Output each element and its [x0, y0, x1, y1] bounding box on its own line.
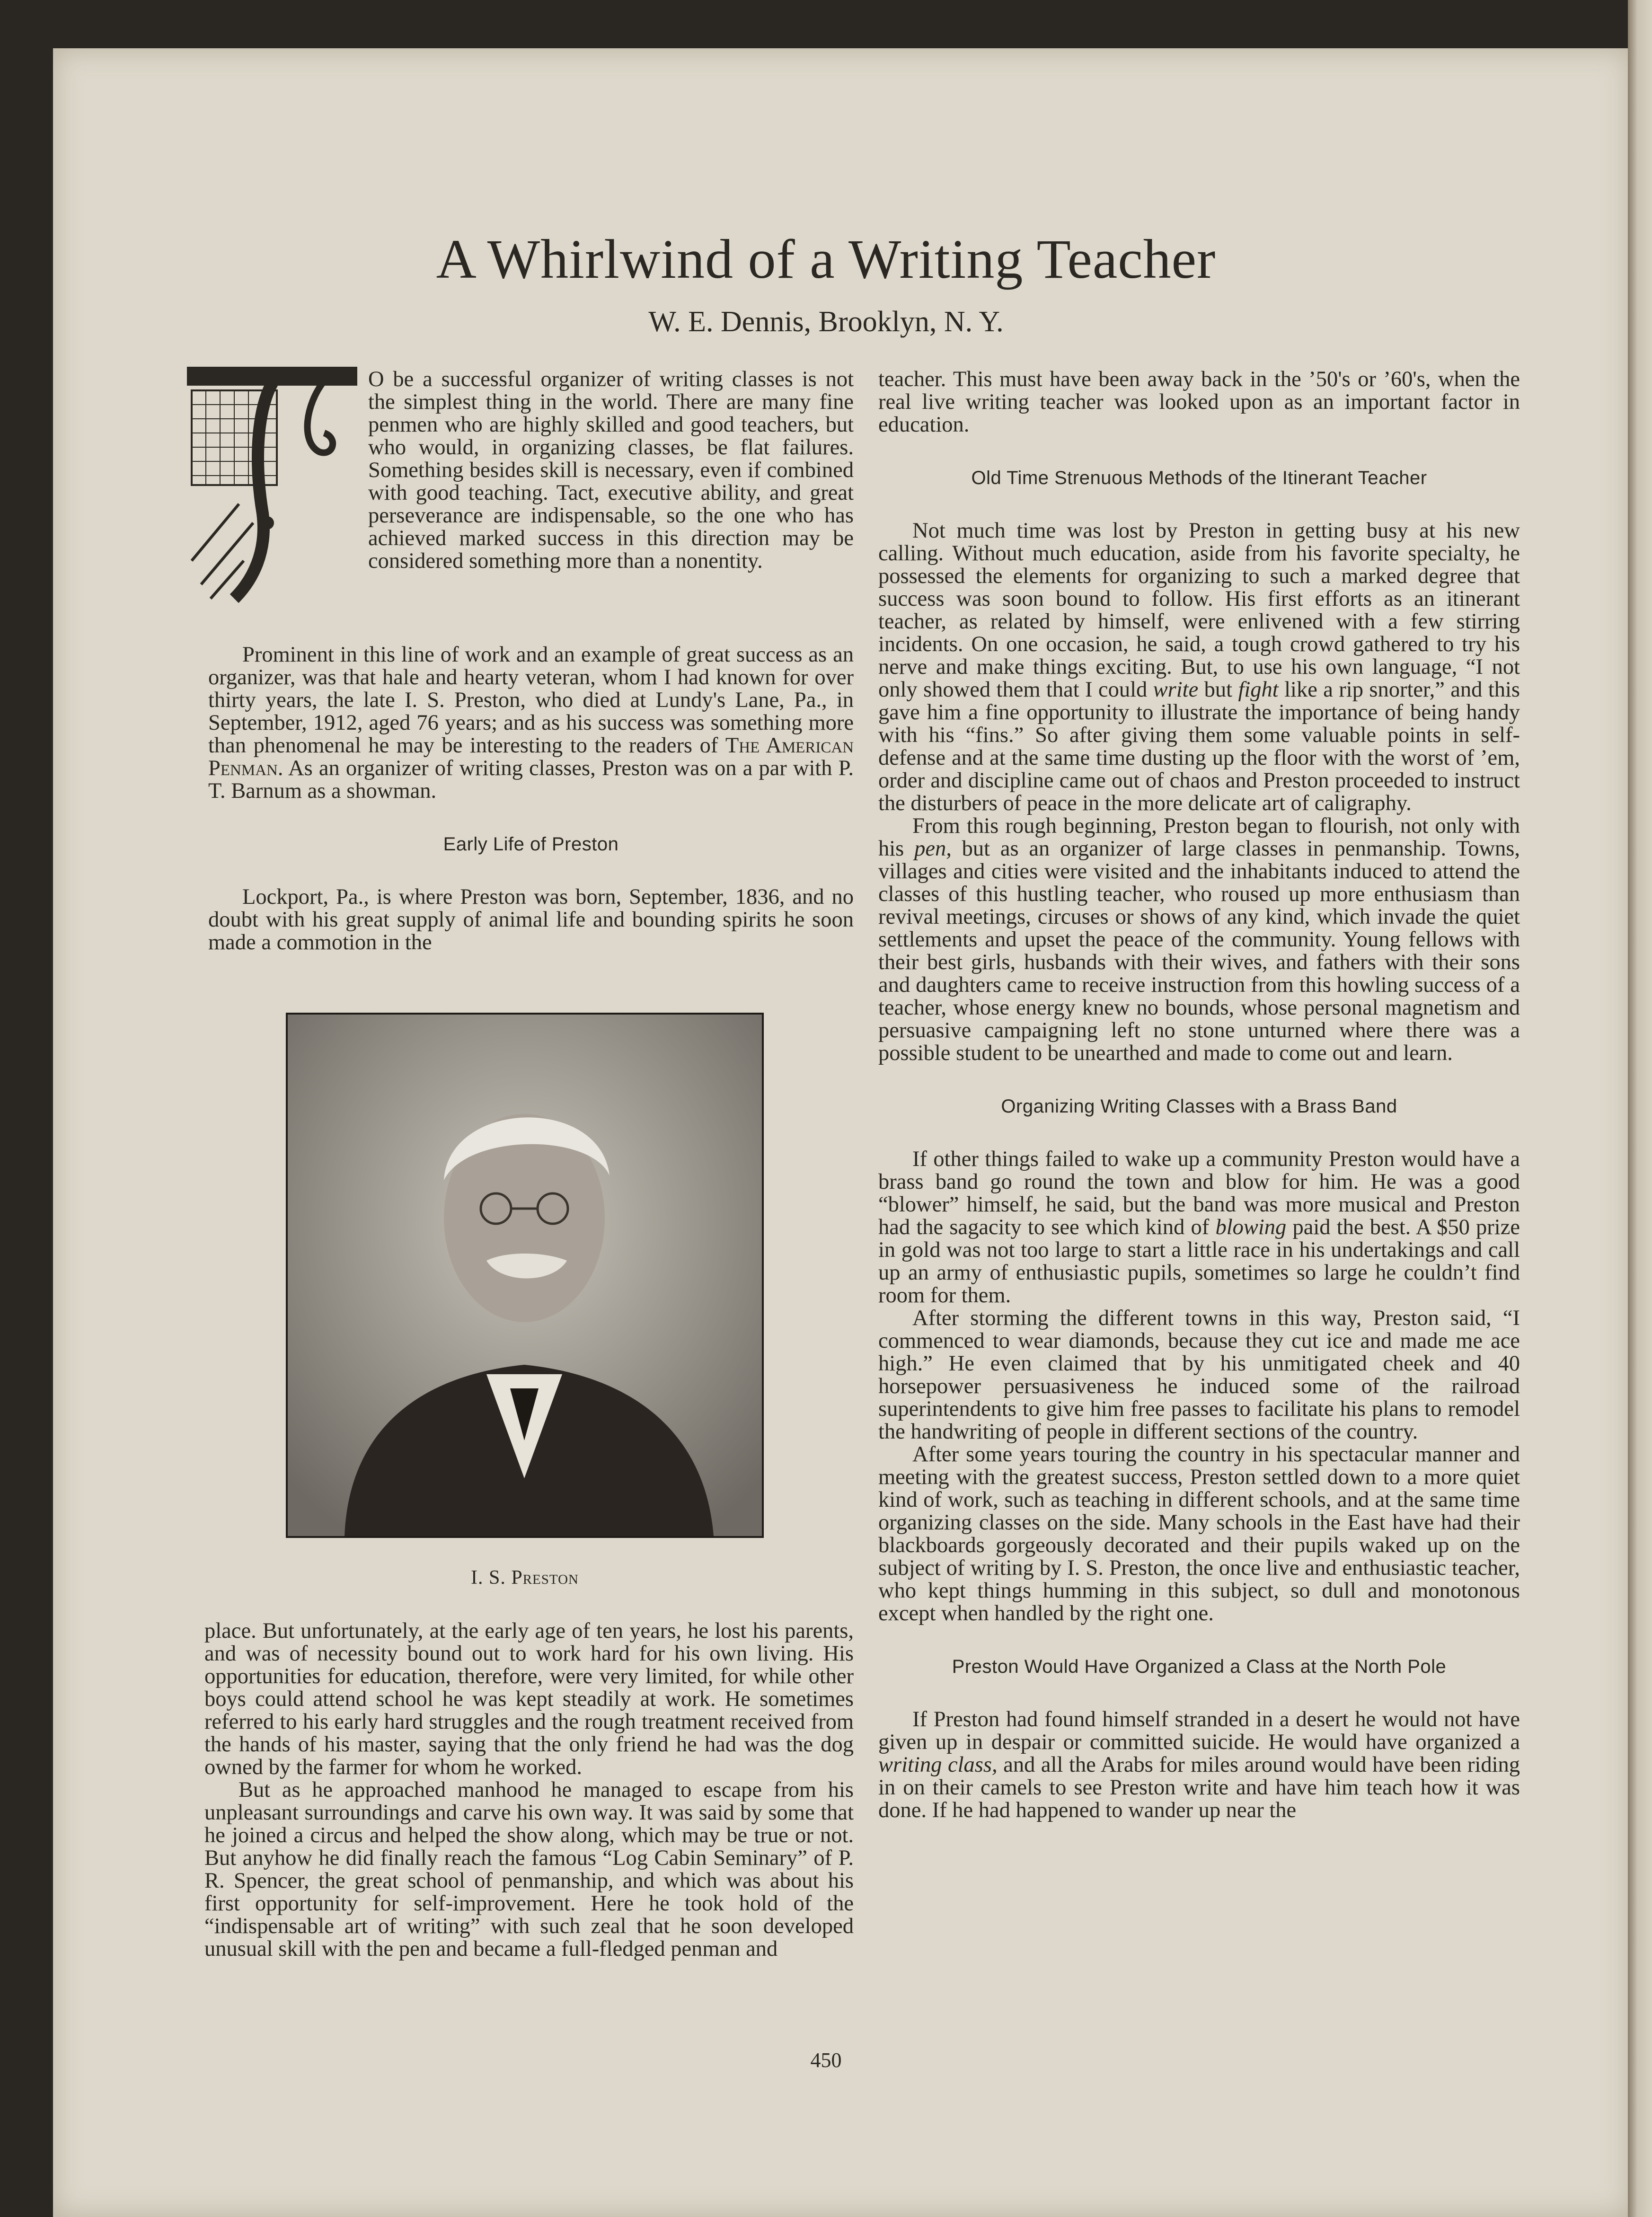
place-paragraph-1: place. But unfortunately, at the early age of ten years, he lost his parents, and was of necessity bound out to work hard for his own living. His opportunities for education, therefore, were very limited, for while other boys could attend school he was kept steadily at work. He sometimes referred to his early hard struggles and the rough treatment received from the hands of his master, saying that the only friend he had was the dog owned by the farmer for whom he worked.: [204, 1619, 854, 1779]
portrait-photo-icon: [286, 1013, 764, 1538]
section-heading-brass-band: Organizing Writing Classes with a Brass Band: [1001, 1096, 1397, 1117]
portrait-caption-text: I. S. Preston: [471, 1567, 579, 1589]
teacher-paragraph: teacher. This must have been away back in the ’50's or ’60's, when the real live writing teacher was looked upon as an important factor in education.: [878, 367, 1520, 437]
old-p1-write: write: [1153, 678, 1199, 702]
old-p2-pen: pen,: [914, 837, 952, 861]
section-heading-north-pole: Preston Would Have Organized a Class at the North Pole: [952, 1656, 1447, 1677]
portrait-caption: [286, 1566, 764, 1589]
old-time-paragraph-2: [878, 815, 1520, 1065]
section-heading-old-time: Old Time Strenuous Methods of the Itinerant Teacher: [971, 468, 1427, 488]
old-p1-text-a: Not much time was lost by Preston in getting busy at his new calling. Without much education, aside from his favorite specialty, he possessed the elements for organizing to such a marked degree that success was soon bound to follow. His first efforts as an itinerant teacher, as related by himself, were enlivened with a few stirring incidents. On one occasion, he said, a tough crowd gathered to try his nerve and make things exciting. But, to use his own language, “I not only showed them that I could: [878, 519, 1520, 702]
old-p1-text-c: like a rip snorter,” and this gave him a fine opportunity to illustrate the importance of being handy with his “fins.” So after giving them some valuable points in self-defense and at the same time dusting up the floor with the worst of ’em, order and discipline came out of chaos and Preston proceeded to instruct the disturbers of peace in the more delicate art of caligraphy.: [878, 678, 1520, 815]
band-paragraph-3: After some years touring the country in his spectacular manner and meeting with the greatest success, Preston settled down to a more quiet kind of work, such as teaching in different schools, and at the same time organizing classes on the side. Many schools in the East have had their blackboards gorgeously decorated and their pupils waked up on the subject of writing by I. S. Preston, the once live and enthusiastic teacher, who kept things humming in this subject, so dull and monotonous except when handled by the right one.: [878, 1442, 1520, 1625]
pole-p1-class: writing class,: [878, 1753, 998, 1777]
magazine-name: The American Penman: [208, 733, 854, 780]
band-p1-blowing: blowing: [1215, 1215, 1287, 1239]
old-p2-text-a: From this rough beginning, Preston began to flourish, not only with his: [878, 814, 1520, 861]
band-paragraph-1: [878, 1148, 1520, 1307]
band-p1-text-a: If other things failed to wake up a community Preston would have a brass band go round the town and blow for him. He was a good “blower” himself, he said, but the band was more musical and Preston had the sagacity to see which kind of: [878, 1147, 1520, 1239]
old-time-paragraph-1: [878, 520, 1520, 815]
article-intro-wrap: [368, 368, 854, 573]
old-p2-text-b: but as an organizer of large classes in penmanship. Towns, villages and cities were visited and the inhabitants induced to attend the classes of this hustling teacher, who roused up more enthusiasm than revival meetings, circuses or shows of any kind, which invade the quiet settlements and upset the peace of the community. Young fellows with their best girls, husbands with their wives, and fathers with their sons and daughters came to receive instruction from this howling success of a teacher, whose energy knew no bounds, whose personal magnetism and persuasive campaigning left no stone unturned where there was a possible student to be unearthed and made to come out and learn.: [878, 837, 1520, 1065]
article-title: A Whirlwind of a Writing Teacher: [436, 228, 1216, 290]
intro-p2-text-a: Prominent in this line of work and an example of great success as an organizer, was that hale and hearty veteran, whom I had known for over thirty years, the late I. S. Preston, who died at Lundy's Lane, Pa., in September, 1912, aged 76 years; and as his success was something more than phenomenal he may be interesting to the readers of: [208, 643, 854, 758]
left-column-lower: [204, 1620, 854, 1961]
page-number: 450: [810, 2049, 842, 2072]
early-life-paragraph: Lockport, Pa., is where Preston was born, September, 1836, and no doubt with his great supply of animal life and bounding spirits he soon made a commotion in the: [208, 885, 854, 954]
old-p1-text-b: but: [1198, 678, 1238, 702]
article-byline: W. E. Dennis, Brooklyn, N. Y.: [648, 306, 1004, 338]
place-paragraph-2: But as he approached manhood he managed to escape from his unpleasant surroundings and carve his own way. It was said by some that he joined a circus and helped the show along, which may be true or not. But anyhow he did finally reach the famous “Log Cabin Seminary” of P. R. Spencer, the great school of penmanship, and which was about his first opportunity for self-improvement. Here he took hold of the “indispensable art of writing” with such zeal that he soon developed unusual skill with the pen and became a full-fledged penman and: [204, 1778, 854, 1961]
section-heading-early-life: Early Life of Preston: [443, 834, 619, 855]
intro-paragraph-1: O be a successful organizer of writing classes is not the simplest thing in the world. There are many fine penmen who are highly skilled and good teachers, but who would, in organizing classes, be flat failures. Something besides skill is necessary, even if combined with good teaching. Tact, executive ability, and great perseverance are indispensable, so the one who has achieved marked success in this direction may be considered something more than a nonentity.: [368, 367, 854, 573]
intro-paragraph-2: [208, 644, 854, 803]
north-pole-paragraph: [878, 1708, 1520, 1822]
right-column: [878, 368, 1520, 1822]
band-p1-text-b: paid the best. A $50 prize in gold was not too large to start a little race in his undertakings and call up an army of enthusiastic pupils, sometimes so large he couldn’t find room for them.: [878, 1215, 1520, 1307]
intro-p2-text-b: . As an organizer of writing classes, Preston was on a par with P. T. Barnum as a showman.: [208, 756, 854, 803]
ornamental-initial-T-icon: [182, 362, 364, 606]
left-column: [208, 644, 854, 954]
pole-p1-text-b: and all the Arabs for miles around would have been riding in on their camels to see Preston write and have him teach how it was done. If he had happened to wander up near the: [878, 1753, 1520, 1822]
pole-p1-text-a: If Preston had found himself stranded in a desert he would not have given up in despair or committed suicide. He would have organized a: [878, 1707, 1520, 1754]
old-p1-fight: fight: [1238, 678, 1279, 702]
band-paragraph-2: After storming the different towns in this way, Preston said, “I commenced to wear diamonds, because they cut ice and made me ace high.” He even claimed that by his unmitigated cheek and 40 horsepower persuasiveness he induced some of the railroad superintendents to give him free passes to facilitate his plans to remodel the handwriting of people in different sections of the country.: [878, 1306, 1520, 1444]
